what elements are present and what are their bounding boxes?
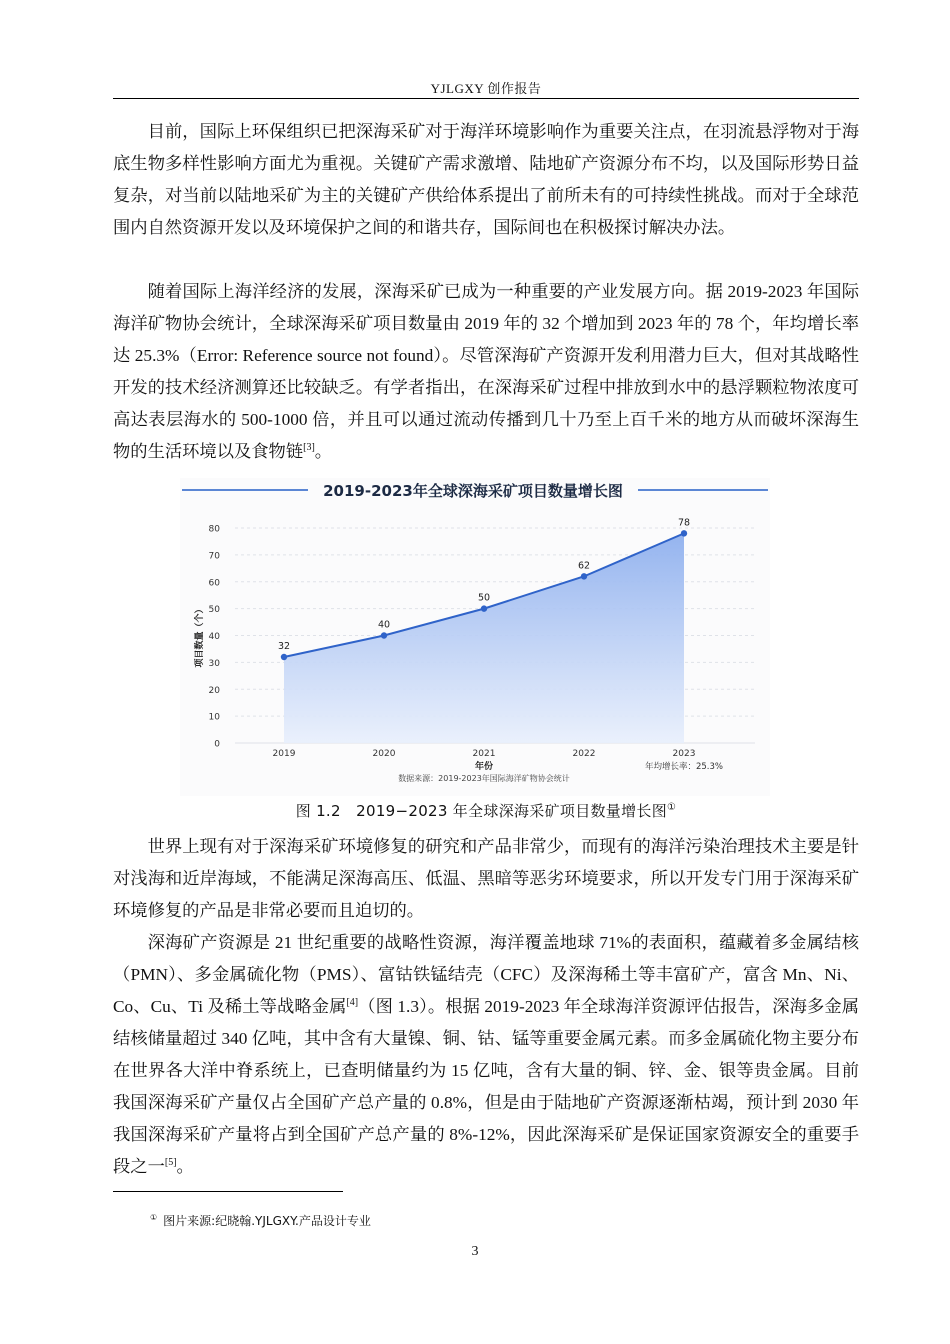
- figure-caption-footnote-mark[interactable]: ①: [667, 802, 677, 813]
- figure-chart: [180, 478, 770, 796]
- citation-3[interactable]: [3]: [303, 442, 315, 454]
- figure-caption: [113, 800, 859, 821]
- header-title: YJLGXY 创作报告: [430, 81, 542, 96]
- paragraph-4-text-a: 深海矿产资源是 21 世纪重要的战略性资源，海洋覆盖地球 71%的表面积，蕴藏着多金属结核（PMN）、多金属硫化物（PMS）、富钴铁锰结壳（CFC）及深海稀土等丰富矿产，富含 Mn、Ni、Co、Cu、Ti 及稀土等战略金属: [113, 933, 859, 1016]
- data-label: 50: [477, 592, 491, 604]
- x-tick-label: 2023: [672, 749, 696, 759]
- y-tick-label: 0: [214, 739, 220, 750]
- footnote-text: 图片来源:纪晓翰.YJLGXY.产品设计专业: [163, 1214, 371, 1228]
- page-number: 3: [471, 1244, 479, 1259]
- paragraph-2-text: 随着国际上海洋经济的发展，深海采矿已成为一种重要的产业发展方向。据 2019-2023 年国际海洋矿物协会统计，全球深海采矿项目数量由 2019 年的 32 个增加到 2023 年的 78 个，年均增长率达 25.3%（Error: Reference source not found）。尽管深海矿产资源开发利用潜力巨大，但对其战略性开发的技术经济测算还比较缺乏。有学者指出，在深海采矿过程中排放到水中的悬浮颗粒物浓度可高达表层海水的 500-1000 倍，并且可以通过流动传播到几十乃至上百千米的地方从而破坏深海生物的生活环境以及食物链: [113, 282, 859, 461]
- y-axis-label: 项目数量（个）: [195, 604, 205, 668]
- x-tick-label: 2021: [472, 749, 496, 759]
- data-label: 62: [577, 560, 591, 572]
- y-tick-label: 80: [208, 524, 220, 535]
- data-point: [481, 605, 487, 611]
- paragraph-2-end: 。: [314, 442, 333, 461]
- y-tick-label: 70: [208, 551, 220, 562]
- source-note: 数据来源：2019-2023年国际海洋矿物协会统计: [398, 774, 570, 783]
- data-label: 32: [277, 641, 291, 652]
- y-tick-label: 10: [208, 712, 220, 723]
- y-tick-label: 20: [208, 685, 220, 696]
- growth-rate-note: 年均增长率：25.3%: [644, 762, 724, 772]
- footnote-mark: ①: [150, 1213, 158, 1222]
- paragraph-2: [113, 276, 859, 468]
- footnote: [150, 1212, 371, 1229]
- x-axis-label: 年份: [474, 762, 494, 772]
- paragraph-3: 世界上现有对于深海采矿环境修复的研究和产品非常少，而现有的海洋污染治理技术主要是针对浅海和近岸海域，不能满足深海高压、低温、黑暗等恶劣环境要求，所以开发专门用于深海采矿环境修复的产品是非常必要而且迫切的。: [113, 837, 859, 920]
- x-tick-label: 2022: [572, 749, 596, 759]
- paragraph-4: [113, 927, 859, 1183]
- data-label: 78: [677, 517, 691, 529]
- header-rule: [113, 98, 859, 99]
- data-point: [681, 530, 687, 536]
- x-tick-label: 2020: [372, 749, 396, 759]
- data-point: [581, 573, 587, 579]
- area-chart: [180, 478, 770, 796]
- citation-5[interactable]: [5]: [164, 1157, 177, 1169]
- paragraph-4-end: 。: [176, 1157, 194, 1176]
- citation-4[interactable]: [4]: [346, 997, 359, 1009]
- chart-title: 2019-2023年全球深海采矿项目数量增长图: [323, 482, 623, 500]
- data-point: [281, 654, 287, 660]
- paragraph-1: 目前，国际上环保组织已把深海采矿对于海洋环境影响作为重要关注点，在羽流悬浮物对于海底生物多样性影响方面尤为重视。关键矿产需求激增、陆地矿产资源分布不均，以及国际形势日益复杂，对当前以陆地采矿为主的关键矿产供给体系提出了前所未有的可持续性挑战。而对于全球范围内自然资源开发以及环境保护之间的和谐共存，国际间也在积极探讨解决办法。: [113, 122, 859, 237]
- footnote-rule: [113, 1191, 343, 1192]
- data-label: 40: [377, 619, 391, 631]
- series-area: [284, 533, 684, 743]
- y-tick-label: 30: [208, 658, 220, 669]
- paragraph-4-text-b: （图 1.3）。根据 2019-2023 年全球海洋资源评估报告，深海多金属结核储量超过 340 亿吨，其中含有大量镍、铜、钴、锰等重要金属元素。而多金属硫化物主要分布在世界各大洋中脊系统上，已查明储量约为 15 亿吨，含有大量的铜、锌、金、银等贵金属。目前我国深海采矿产量仅占全国矿产总产量的 0.8%，但是由于陆地矿产资源逐渐枯竭，预计到 2030 年我国深海采矿产量将占到全国矿产总产量的 8%-12%，因此深海采矿是保证国家资源安全的重要手段之一: [113, 997, 859, 1176]
- y-tick-label: 50: [208, 605, 220, 616]
- data-point: [381, 632, 387, 638]
- x-tick-label: 2019: [272, 749, 296, 759]
- figure-caption-text: 图 1.2 2019−2023 年全球深海采矿项目数量增长图: [295, 802, 668, 820]
- y-tick-label: 60: [208, 578, 220, 589]
- y-tick-label: 40: [208, 632, 220, 642]
